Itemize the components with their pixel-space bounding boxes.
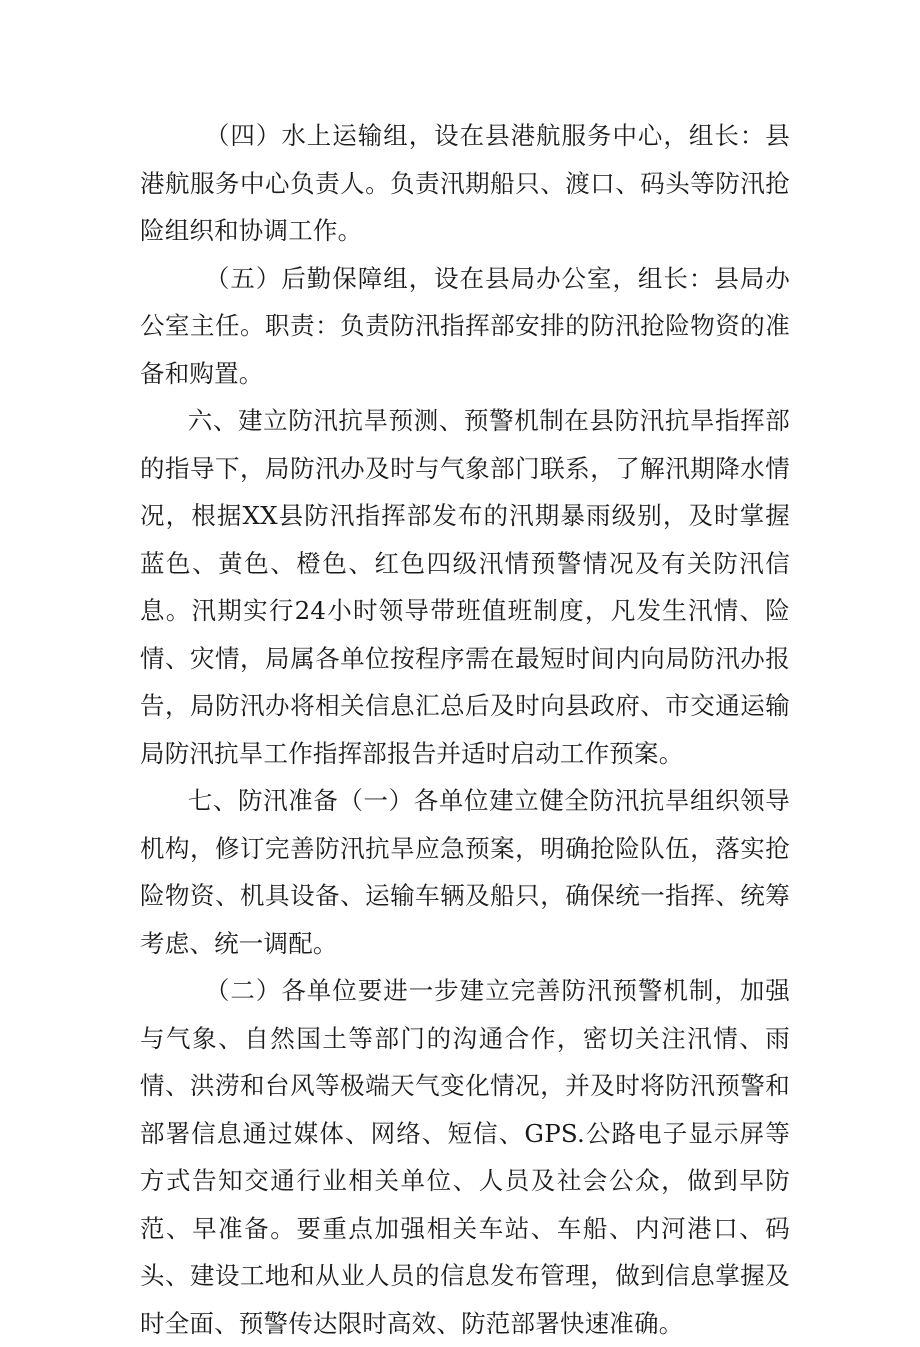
paragraph-forecast-warning-mechanism: 六、建立防汛抗旱预测、预警机制在县防汛抗旱指挥部的指导下，局防汛办及时与气象部门联系，了解汛期降水情况，根据XX县防汛指挥部发布的汛期暴雨级别，及时掌握蓝色、黄色、橙色、红色四级汛情预警情况及有关防汛信息。汛期实行24小时领导带班值班制度，凡发生汛情、险情、灾情，局属各单位按程序需在最短时间内向局防汛办报告，局防汛办将相关信息汇总后及时向县政府、市交通运输局防汛抗旱工作指挥部报告并适时启动工作预案。	[140, 406, 790, 768]
paragraph-flood-preparation-2: （二）各单位要进一步建立完善防汛预警机制，加强与气象、自然国土等部门的沟通合作，密切关注汛情、雨情、洪涝和台风等极端天气变化情况，并及时将防汛预警和部署信息通过媒体、网络、短信、GPS.公路电子显示屏等方式告知交通行业相关单位、人员及社会公众，做到早防范、早准备。要重点加强相关车站、车船、内河港口、码头、建设工地和从业人员的信息发布管理，做到信息掌握及时全面、预警传达限时高效、防范部署快速准确。	[140, 976, 790, 1338]
paragraph-water-transport-group: （四）水上运输组，设在县港航服务中心，组长：县港航服务中心负责人。负责汛期船只、渡口、码头等防汛抢险组织和协调工作。	[140, 121, 790, 245]
paragraph-logistics-group: （五）后勤保障组，设在县局办公室，组长：县局办公室主任。职责：负责防汛指挥部安排的防汛抢险物资的准备和购置。	[140, 263, 790, 388]
paragraph-flood-preparation-1: 七、防汛准备（一）各单位建立健全防汛抗旱组织领导机构，修订完善防汛抗旱应急预案，明确抢险队伍，落实抢险物资、机具设备、运输车辆及船只，确保统一指挥、统筹考虑、统一调配。	[140, 786, 790, 958]
document-body	[140, 112, 790, 1347]
